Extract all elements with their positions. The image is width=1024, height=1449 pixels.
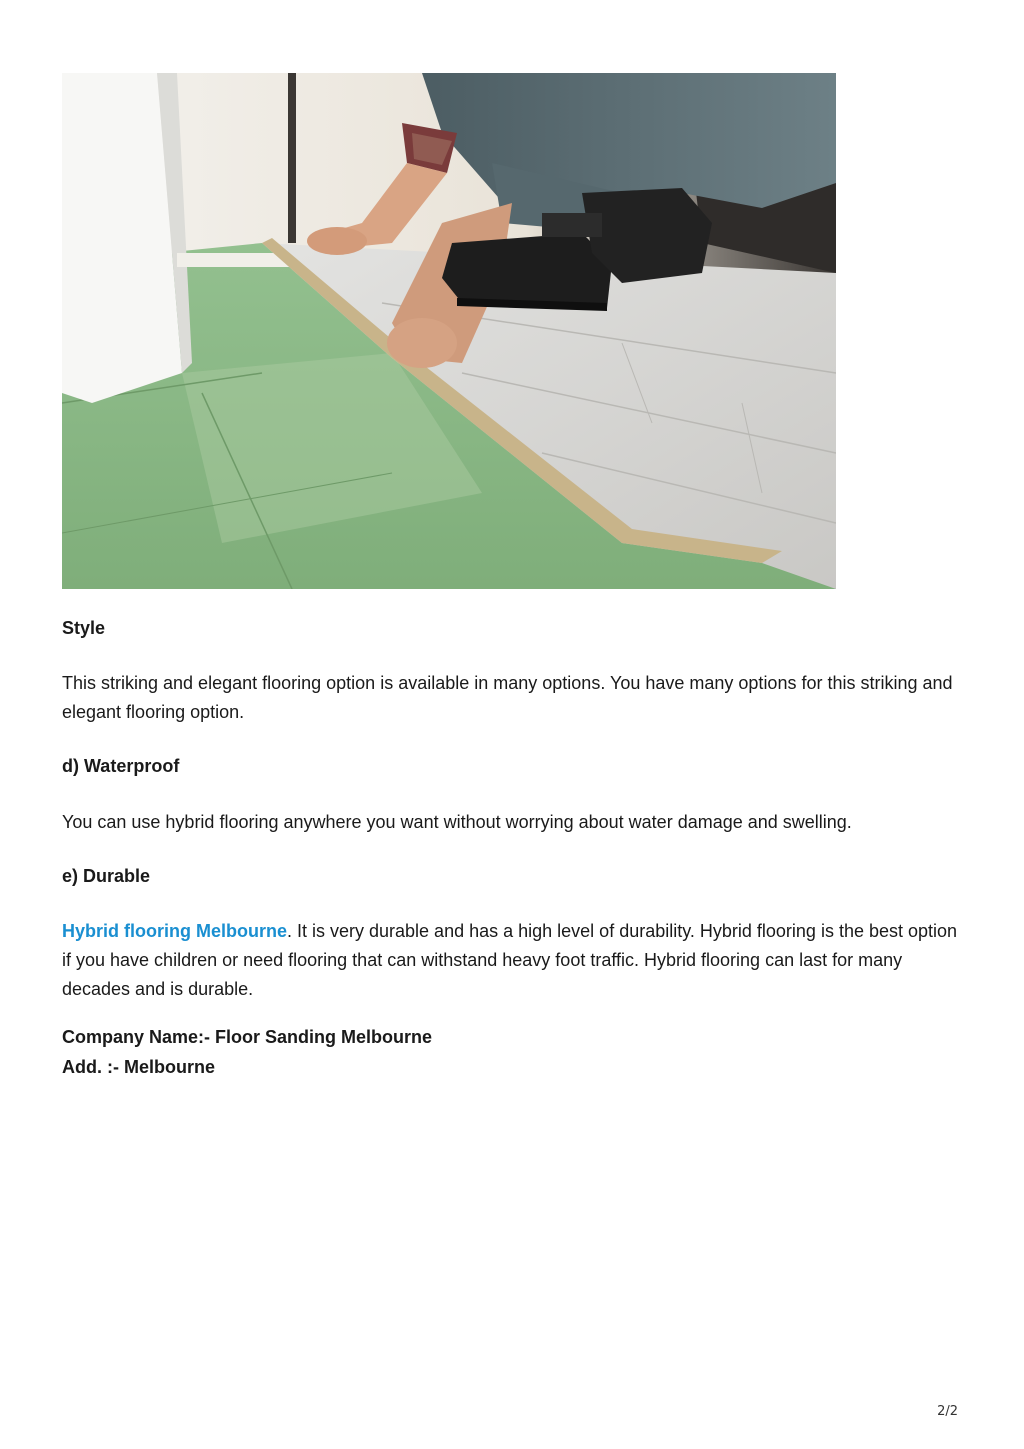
company-name: Company Name:- Floor Sanding Melbourne: [62, 1027, 433, 1047]
waterproof-paragraph: You can use hybrid flooring anywhere you want without worrying about water damage and swelling.: [62, 812, 852, 832]
company-address: Add. :- Melbourne: [62, 1057, 215, 1077]
durable-paragraph: [62, 917, 962, 1004]
style-heading: Style: [62, 618, 106, 638]
durable-paragraph-body: . It is very durable and has a high level of durability. Hybrid flooring is the best option if you have children or need flooring that can withstand heavy foot traffic. Hybrid flooring can last for many decades and is durable.: [62, 921, 958, 999]
waterproof-heading: d) Waterproof: [62, 756, 180, 776]
durable-heading: e) Durable: [62, 866, 151, 886]
style-paragraph: This striking and elegant flooring option is available in many options. You have many options for this striking and elegant flooring option.: [62, 673, 953, 722]
page-number: 2/2: [937, 1404, 958, 1419]
hybrid-flooring-link[interactable]: Hybrid flooring Melbourne: [62, 921, 287, 941]
flooring-installation-photo: [62, 73, 836, 589]
